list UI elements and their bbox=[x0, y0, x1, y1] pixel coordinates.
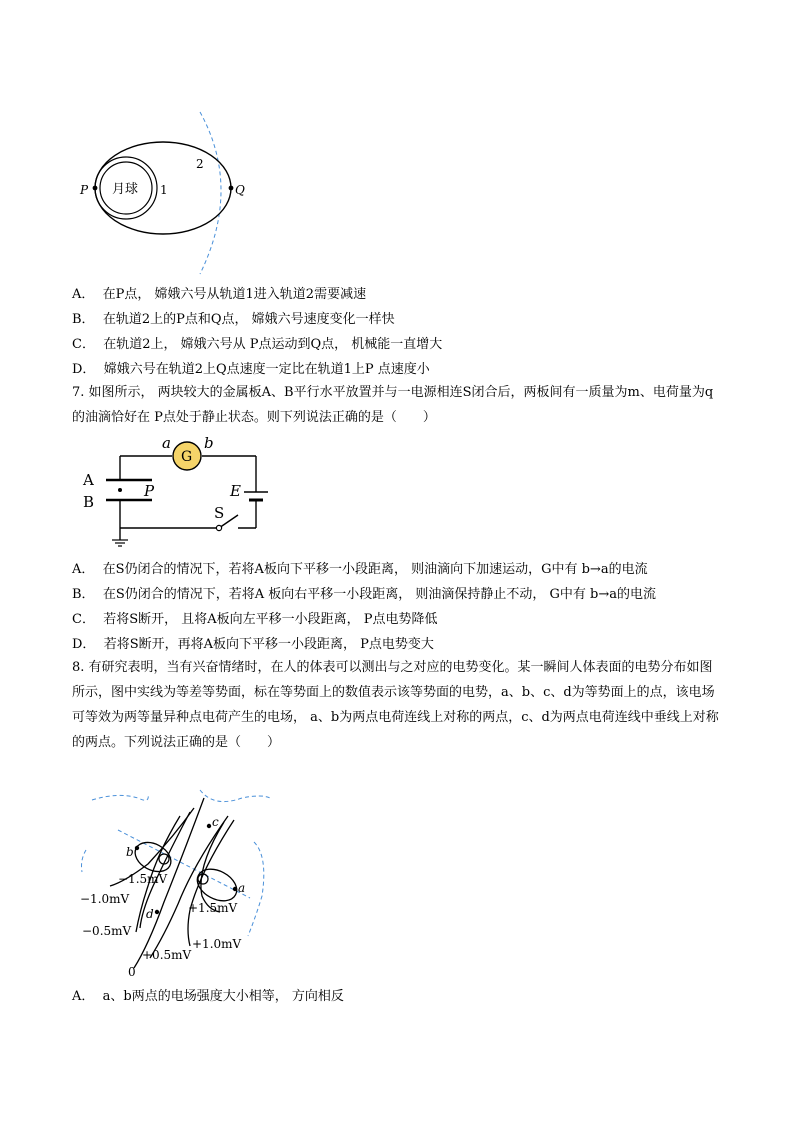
point-p-label: P bbox=[80, 183, 89, 197]
point-a-dot bbox=[233, 887, 237, 891]
body-outline-right bbox=[200, 790, 270, 802]
equipotential-pos-outer bbox=[188, 820, 234, 946]
label-zero: 0 bbox=[128, 965, 136, 979]
q7-stem: 7. 如图所示， 两块较大的金属板A、B平行水平放置并与一电源相连S闭合后，两板间有一质量为m、电荷量为q的油滴恰好在 P点处于静止状态。则下列说法正确的是（ ） bbox=[72, 385, 714, 425]
label-pos-0.5: +0.5mV bbox=[142, 948, 192, 962]
switch-pivot bbox=[216, 525, 221, 530]
q7-option-c: C． 若将S断开， 且将A板向左平移一小段距离， P点电势降低 bbox=[72, 612, 438, 627]
point-c-label: c bbox=[212, 815, 219, 829]
oil-drop bbox=[118, 488, 122, 492]
moon-label: 月球 bbox=[112, 182, 139, 197]
point-d-dot bbox=[155, 910, 159, 914]
q7-option-a: A． 在S仍闭合的情况下，若将A板向下平移一小段距离， 则油滴向下加速运动，G中有 b→a的电流 bbox=[72, 562, 648, 577]
point-b-label: b bbox=[126, 845, 134, 859]
charge-axis-dashed bbox=[118, 830, 250, 898]
q6-option-b: B． 在轨道2上的P点和Q点， 嫦娥六号速度变化一样快 bbox=[72, 312, 395, 327]
label-pos-1.0: +1.0mV bbox=[192, 937, 242, 951]
orbit-2-label: 2 bbox=[196, 157, 204, 171]
orbit-1-label: 1 bbox=[160, 183, 168, 197]
label-neg-0.5: −0.5mV bbox=[82, 924, 132, 938]
plate-b-label: B bbox=[83, 493, 95, 511]
point-p-label: P bbox=[144, 482, 155, 500]
galvanometer-label: G bbox=[181, 449, 193, 465]
label-pos-1.5: +1.5mV bbox=[188, 901, 238, 915]
plate-a-label: A bbox=[83, 471, 94, 489]
orbit-figure bbox=[70, 108, 270, 278]
q8-stem: 8. 有研究表明，当有兴奋情绪时，在人的体表可以测出与之对应的电势变化。某一瞬间人体表面的电势分布如图所示，图中实线为等差等势面，标在等势面上的数值表示该等势面的电势，a、b、c、d为等势面上的点，该电场可等效为两等量异种点电荷产生的电场， a、b为两点电荷连线上对称的两点，c、d为两点电荷连线中垂线上对称的两点。下列说法正确的是（ ） bbox=[72, 660, 719, 750]
point-q-dot bbox=[229, 186, 234, 191]
point-a-label: a bbox=[238, 881, 246, 895]
terminal-a-label: a bbox=[162, 436, 171, 452]
potential-figure bbox=[78, 786, 278, 982]
point-d-label: d bbox=[146, 907, 154, 921]
q6-option-c: C． 在轨道2上， 嫦娥六号从 P点运动到Q点， 机械能一直增大 bbox=[72, 337, 443, 352]
body-outline-left bbox=[92, 794, 148, 800]
boundary-dashed-curve bbox=[200, 112, 221, 274]
point-c-dot bbox=[207, 824, 211, 828]
capacitor-circuit-figure bbox=[78, 436, 278, 550]
point-p-dot bbox=[93, 186, 98, 191]
switch-s-label: S bbox=[214, 504, 225, 522]
q7-option-d: D． 若将S断开，再将A板向下平移一小段距离， P点电势变大 bbox=[72, 637, 434, 652]
terminal-b-label: b bbox=[204, 436, 214, 452]
label-neg-1.0: −1.0mV bbox=[80, 892, 130, 906]
point-q-label: Q bbox=[235, 183, 245, 197]
q6-option-a: A． 在P点， 嫦娥六号从轨道1进入轨道2需要减速 bbox=[72, 287, 367, 302]
battery-e-label: E bbox=[230, 482, 241, 500]
body-outline-left-side bbox=[82, 850, 87, 872]
q6-option-d: D． 嫦娥六号在轨道2上Q点速度一定比在轨道1上P 点速度小 bbox=[72, 362, 430, 377]
label-neg-1.5: −1.5mV bbox=[118, 872, 168, 886]
q7-option-b: B． 在S仍闭合的情况下，若将A 板向右平移一小段距离， 则油滴保持静止不动， G中有 b→a的电流 bbox=[72, 587, 657, 602]
point-b-dot bbox=[135, 846, 139, 850]
body-outline-right-side bbox=[248, 842, 264, 936]
q8-option-a: A． a、b两点的电场强度大小相等， 方向相反 bbox=[72, 989, 344, 1004]
